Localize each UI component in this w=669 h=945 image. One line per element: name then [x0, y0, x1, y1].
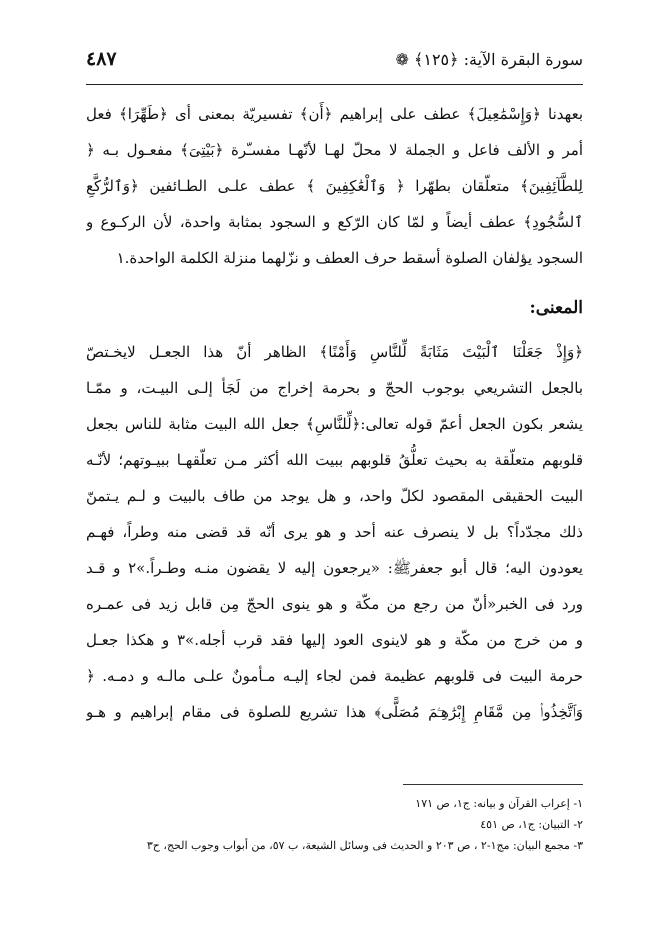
text-line: بعهدنا ﴿وَإِسْمَٰعِيلَ﴾ عطف على إبراهيم ﴿أَن﴾ تفسيريّة بمعنى أى ﴿طَهِّرَا﴾ فعل [86, 105, 583, 123]
text-line: و من خرج من مكّة و هو لاينوى العود إليها فقد قرب أجله.»٣ و هكذا جعـل [86, 631, 583, 649]
text-line: ذلك مجدّداً؟ بل لا ينصرف عنه أحد و هو يرى أنّه قد قضى منه وطراً، فهـم [86, 523, 583, 541]
page-header [86, 44, 583, 94]
footnote: ١- إعراب القرآن و بيانه: ج١، ص ١٧١ [415, 797, 583, 810]
footnote: ٢- التبيان: ج١، ص ٤٥١ [480, 818, 583, 831]
header-divider [86, 84, 583, 85]
footnote-divider [403, 784, 583, 785]
text-line: وَٱتَّخِذُوا۟ مِن مَّقَامِ إِبْرَٰهِـۧمَ مُصَلًّى﴾ هذا تشريع للصلوة فى مقام إبراهيم و هـو [86, 703, 583, 721]
surah-title: سورة البقرة الآية: ﴿١٢٥﴾ ❁ [395, 50, 583, 69]
page-body [86, 96, 583, 730]
text-line: ﴿وَإِذْ جَعَلْنَا ٱلْبَيْتَ مَثَابَةً لِّلنَّاسِ وَأَمْنًا﴾ الظاهر أنّ هذا الجعـل لايخـتصّ [86, 343, 583, 361]
text-line: البيت الحقيقى المقصود لكلّ واحد، و هل يوجد من طاف بالبيت و لـم يـتمنّ [86, 487, 583, 505]
section-heading: المعنى: [529, 298, 583, 318]
meaning-paragraph [86, 334, 583, 730]
text-line: بالجعل التشريعي بوجوب الحجّ و بحرمة إخراج من لَجَأ إلـى البيـت، و ممّـا [86, 379, 583, 397]
text-line: أمر و الألف فاعل و الجملة لا محلّ لهـا لأنّهـا مفسـّرة ﴿بَيْتِىَ﴾ مفعـول بـه ﴿ [86, 141, 583, 159]
text-line: حرمة البيت فى قلوبهم عظيمة فمن لجاء إليـه مـأمونٌ علـى مالـه و دمـه. ﴿ [86, 667, 583, 685]
footnote: ٣- مجمع البيان: مج١-٢ ، ص ٢٠٣ و الحديث فى وسائل الشيعة، ب ٥٧، من أبواب وجوب الحج، ح٣ [146, 839, 583, 852]
text-line: السجود يؤلفان الصلوة أسقط حرف العطف و نزّلهما منزلة الكلمة الواحدة.١ [116, 249, 583, 267]
text-line: قلوبهم متعلّقة به بحيث تعلُّقُ قلوبهم ببيت الله أكثر مـن تعلّقهـا ببيـوتهم؛ لأنّـه [86, 451, 583, 469]
text-line: ورد فى الخبر«أنّ من رجع من مكّة و هو ينوى الحجّ مِن قابل زيد فى عمـره [86, 595, 583, 613]
page-number: ٤٨٧ [86, 48, 117, 70]
text-line: يعودون اليه؛ قال أبو جعفرﷺ: «يرجعون إليه لا يقضون منـه وطـراً.»٢ و قـد [86, 559, 583, 577]
text-line: يشعر بكون الجعل أعمّ قوله تعالى:﴿لِّلنَّاسِ﴾ جعل الله البيت مثابة للناس بجعل [86, 415, 583, 433]
grammar-commentary [86, 96, 583, 276]
text-line: ٱلسُّجُودِ﴾ عطف أيضاً و لمّا كان الرّكع و السجود بمثابة واحدة، لأن الركـوع و [86, 213, 583, 231]
text-line: لِلطَّآئِفِينَ﴾ متعلّقان بطهّرا ﴿ وَٱلْعَٰكِفِينَ ﴾ عطف علـى الطـائفين ﴿وَٱلرُّكَّعِ [86, 177, 583, 195]
footnotes [86, 784, 583, 856]
